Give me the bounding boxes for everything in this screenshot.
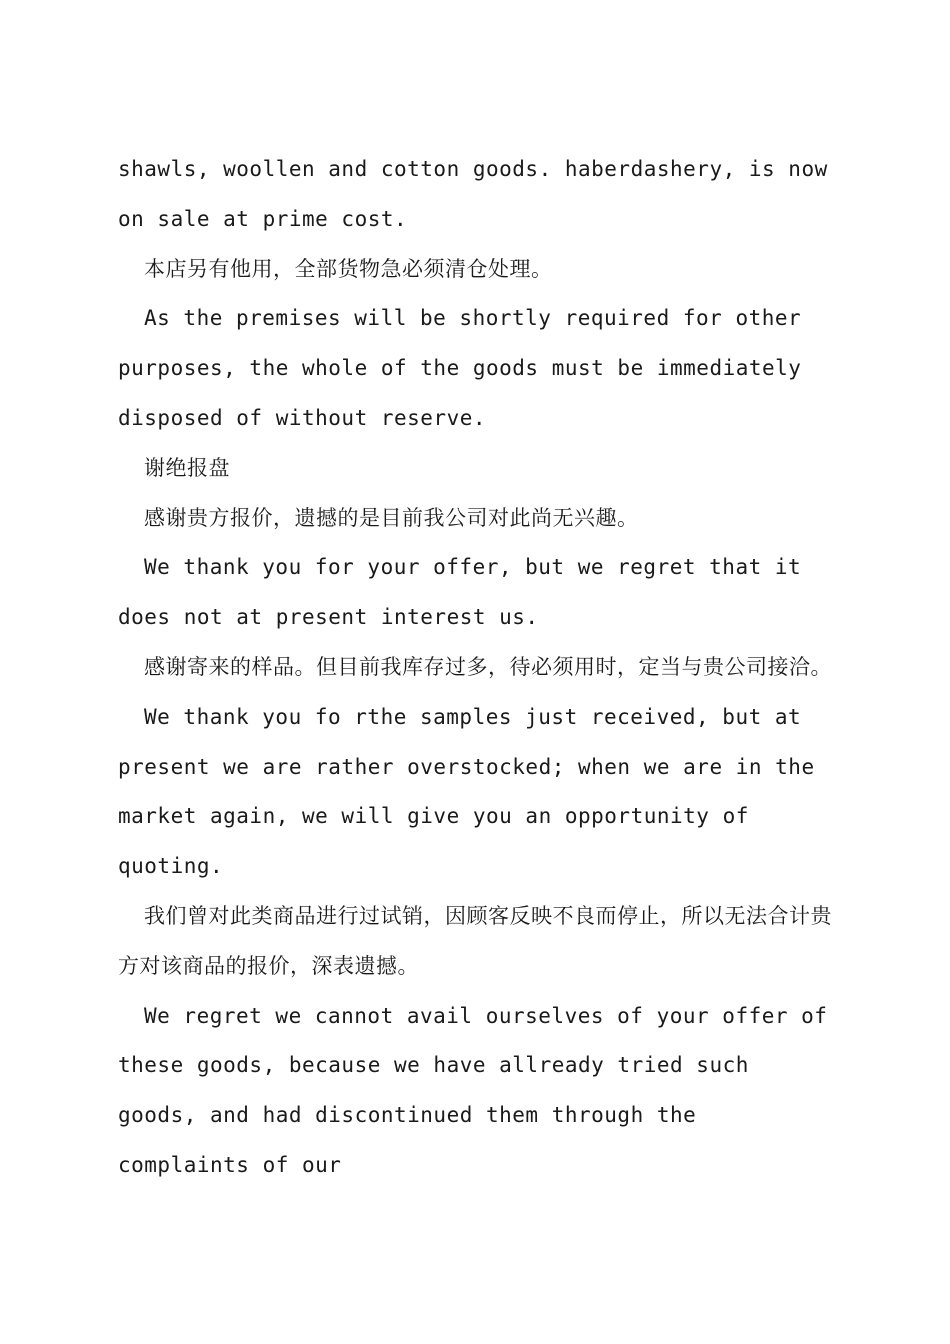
document-body	[118, 145, 841, 1191]
paragraph-chinese-thanks-offer: 感谢贵方报价，遗撼的是目前我公司对此尚无兴趣。	[144, 505, 639, 530]
paragraph-english-sale: shawls, woollen and cotton goods. haberdashery, is now on sale at prime cost.	[118, 157, 841, 231]
paragraph-chinese-samples: 感谢寄来的样品。但目前我库存过多，待必须用时，定当与贵公司接洽。	[144, 654, 832, 679]
paragraph-english-thanks-offer: We thank you for your offer, but we regret that it does not at present interest us.	[118, 555, 815, 630]
paragraph-chinese-clearance: 本店另有他用，全部货物急必须清仓处理。	[144, 256, 553, 281]
paragraph-english-premises: As the premises will be shortly required for other purposes, the whole of the goods must be immediately disposed of without reserve.	[118, 306, 815, 430]
paragraph-chinese-trial-sale: 我们曾对此类商品进行过试销，因顾客反映不良而停止，所以无法合计贵方对该商品的报价，深表遗撼。	[118, 903, 832, 978]
section-heading-decline-offer: 谢绝报盘	[144, 455, 230, 480]
paragraph-english-regret: We regret we cannot avail ourselves of your offer of these goods, because we have allready tried such goods, and had discontinued them through the complaints of our	[118, 1003, 841, 1177]
paragraph-english-samples: We thank you fo rthe samples just received, but at present we are rather overstocked; when we are in the market again, we will give you an opportunity of quoting.	[118, 704, 828, 879]
